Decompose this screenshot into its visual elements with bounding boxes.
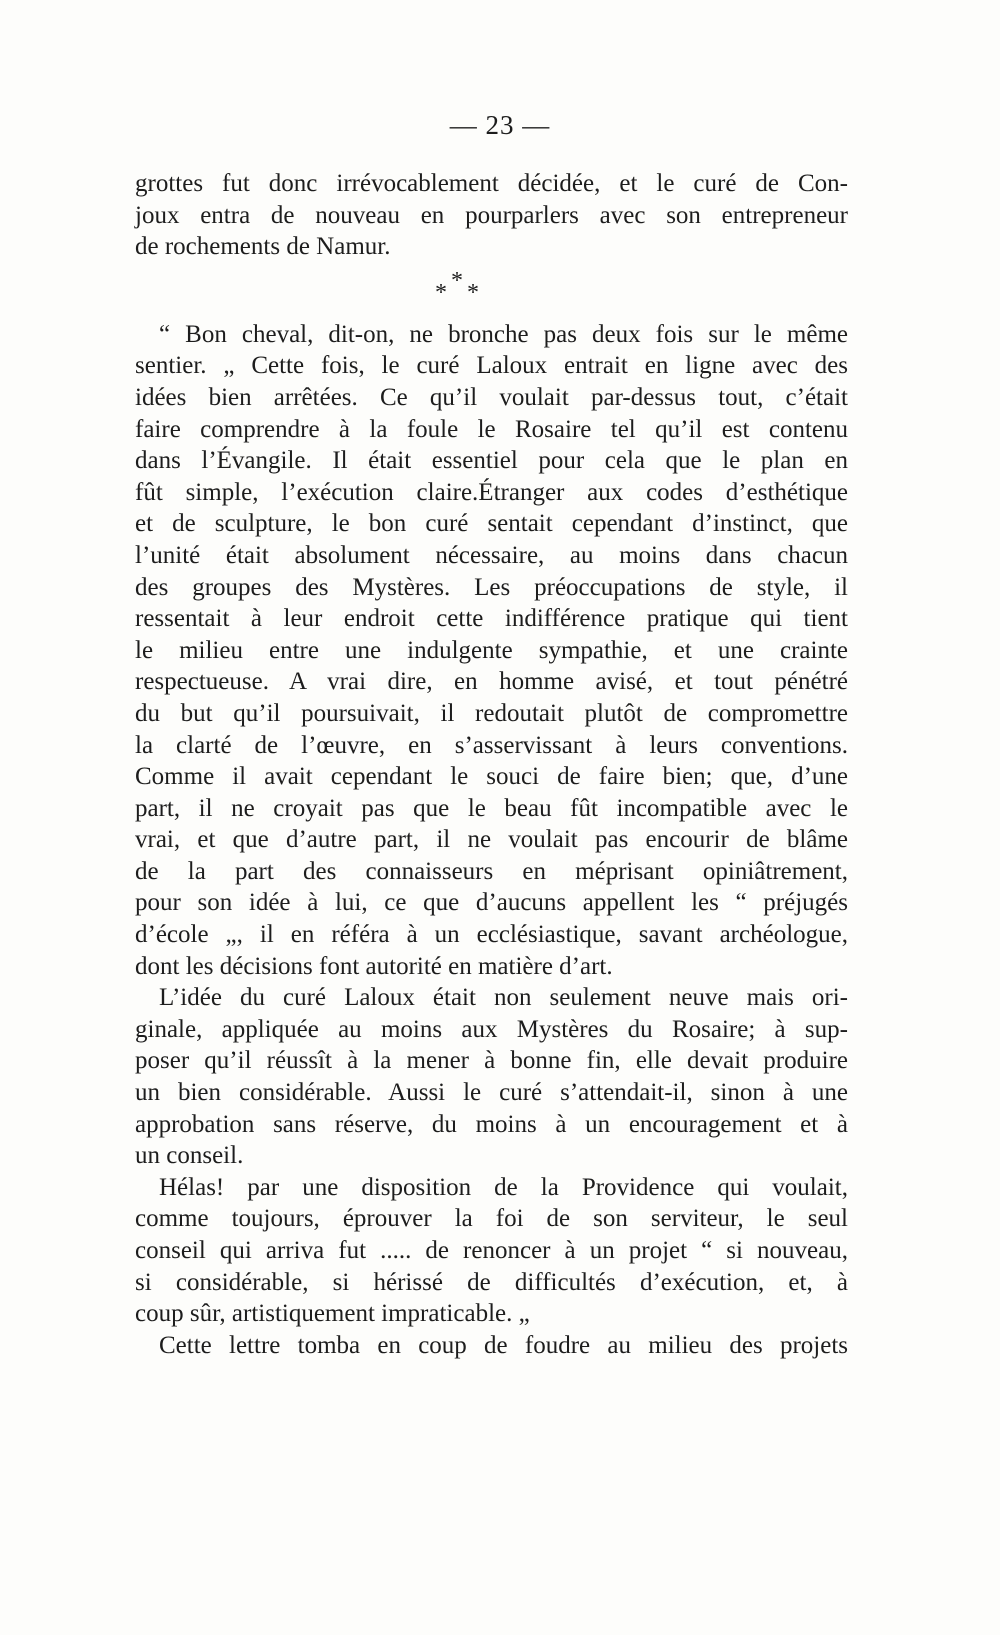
text-line: poser qu’il réussît à la mener à bonne fin, elle devait produire: [135, 1047, 848, 1075]
text-line: vrai, et que d’autre part, il ne voulait pas encourir de blâme: [135, 826, 848, 854]
text-line: approbation sans réserve, du moins à un encouragement et à: [135, 1110, 848, 1138]
paragraph-2: [135, 319, 848, 982]
text-line: et de sculpture, le bon curé sentait cependant d’instinct, que: [135, 510, 848, 538]
paragraph-3: [135, 982, 848, 1172]
text-line: un bien considérable. Aussi le curé s’attendait-il, sinon à une: [135, 1079, 848, 1107]
paragraph-5: [135, 1330, 848, 1362]
text-line: Cette lettre tomba en coup de foudre au milieu des projets: [159, 1331, 848, 1359]
text-line: grottes fut donc irrévocablement décidée, et le curé de Con-: [135, 170, 848, 197]
text-line: l’unité était absolument nécessaire, au moins dans chacun: [135, 541, 848, 569]
text-line: comme toujours, éprouver la foi de son serviteur, le seul: [135, 1205, 848, 1233]
asterisk: *: [451, 267, 463, 294]
text-line: fût simple, l’exécution claire.Étranger aux codes d’esthétique: [135, 478, 848, 506]
page-text: [135, 168, 848, 1361]
text-line: respectueuse. A vrai dire, en homme avisé, et tout pénétré: [135, 668, 848, 696]
text-line: dont les décisions font autorité en matière d’art.: [135, 952, 613, 980]
text-line: des groupes des Mystères. Les préoccupations de style, il: [135, 573, 848, 601]
text-line: de rochements de Namur.: [135, 233, 391, 261]
text-line: conseil qui arriva fut ..... de renoncer à un projet “ si nouveau,: [135, 1237, 848, 1264]
text-line: la clarté de l’œuvre, en s’asservissant à leurs conventions.: [135, 731, 848, 759]
text-line: d’école „, il en référa à un ecclésiastique, savant archéologue,: [135, 921, 848, 949]
text-line: du but qu’il poursuivait, il redoutait plutôt de compromettre: [135, 699, 848, 727]
text-line: joux entra de nouveau en pourparlers avec son entrepreneur: [135, 201, 848, 229]
page-number: — 23 —: [449, 110, 551, 140]
text-line: “ Bon cheval, dit-on, ne bronche pas deux fois sur le même: [159, 320, 848, 348]
text-line: le milieu entre une indulgente sympathie, et une crainte: [135, 636, 848, 664]
text-line: pour son idée à lui, ce que d’aucuns appellent les “ préjugés: [135, 889, 848, 917]
paragraph-4: [135, 1172, 848, 1330]
text-line: dans l’Évangile. Il était essentiel pour cela que le plan en: [135, 447, 848, 475]
text-line: idées bien arrêtées. Ce qu’il voulait par-dessus tout, c’était: [135, 383, 848, 411]
text-line: coup sûr, artistiquement impraticable. „: [135, 1300, 530, 1328]
text-line: sentier. „ Cette fois, le curé Laloux entrait en ligne avec des: [135, 352, 848, 380]
text-line: ginale, appliquée au moins aux Mystères du Rosaire; à sup-: [135, 1015, 848, 1043]
text-line: faire comprendre à la foule le Rosaire tel qu’il est contenu: [135, 415, 848, 443]
text-line: Comme il avait cependant le souci de faire bien; que, d’une: [135, 763, 848, 791]
text-line: de la part des connaisseurs en méprisant opiniâtrement,: [135, 857, 848, 885]
text-line: un conseil.: [135, 1142, 244, 1170]
asterisk: *: [435, 279, 447, 306]
paragraph-1: [135, 168, 848, 263]
text-line: ressentait à leur endroit cette indifférence pratique qui tient: [135, 605, 848, 633]
text-line: si considérable, si hérissé de difficultés d’exécution, et, à: [135, 1268, 848, 1296]
section-break-asterism: [135, 263, 848, 319]
text-line: Hélas! par une disposition de la Providence qui voulait,: [159, 1173, 848, 1201]
text-line: part, il ne croyait pas que le beau fût incompatible avec le: [135, 794, 848, 822]
text-line: L’idée du curé Laloux était non seulement neuve mais ori-: [159, 984, 848, 1012]
asterisk: *: [467, 279, 479, 306]
